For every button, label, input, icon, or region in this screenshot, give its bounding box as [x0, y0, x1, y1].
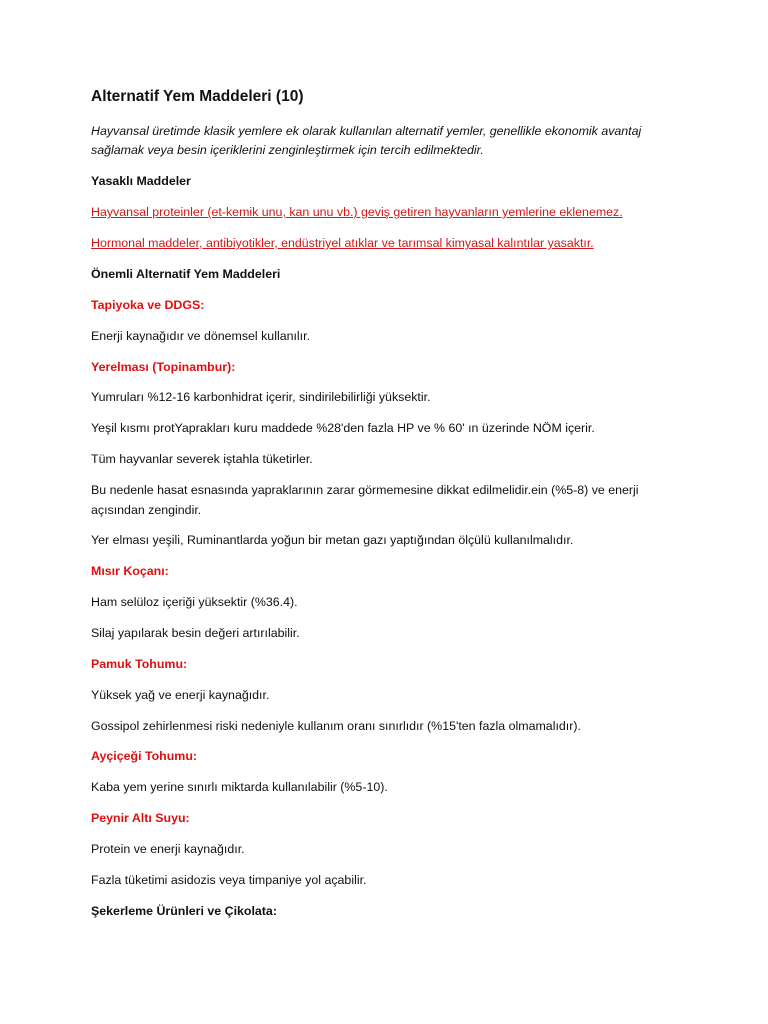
document-title: Alternatif Yem Maddeleri (10) [91, 88, 304, 105]
yerelmasi-line-5: Yer elması yeşili, Ruminantlarda yoğun bir metan gazı yaptığından ölçülü kullanılmalıdır. [91, 533, 574, 547]
pamuk-tohumu-line-2: Gossipol zehirlenmesi riski nedeniyle kullanım oranı sınırlıdır (%15'ten fazla olmamalıdır). [91, 719, 581, 733]
section-title-peynir-alti-suyu: Peynir Altı Suyu: [91, 811, 190, 825]
section-title-aycicegi-tohumu: Ayçiçeği Tohumu: [91, 749, 198, 763]
pamuk-tohumu-line-1: Yüksek yağ ve enerji kaynağıdır. [91, 688, 270, 702]
yerelmasi-line-4: Bu nedenle hasat esnasında yapraklarının zarar görmemesine dikkat edilmelidir.ein (%5-8) ve enerji açısından zengindir. [91, 483, 639, 517]
intro-line-2: sağlamak veya besin içeriklerini zenginleştirmek için tercih edilmektedir. [91, 143, 484, 157]
banned-item-1: Hayvansal proteinler (et-kemik unu, kan unu vb.) geviş getiren hayvanların yemlerine eklenemez. [91, 205, 623, 219]
misir-kocani-line-2: Silaj yapılarak besin değeri artırılabilir. [91, 626, 300, 640]
peynir-alti-suyu-line-2: Fazla tüketimi asidozis veya timpaniye yol açabilir. [91, 873, 367, 887]
section-title-pamuk-tohumu: Pamuk Tohumu: [91, 657, 188, 671]
last-heading: Şekerleme Ürünleri ve Çikolata: [91, 904, 277, 918]
section-title-yerelmasi: Yerelması (Topinambur): [91, 360, 236, 374]
yerelmasi-line-3: Tüm hayvanlar severek iştahla tüketirler. [91, 452, 313, 466]
section-title-misir-kocani: Mısır Koçanı: [91, 564, 169, 578]
banned-item-2: Hormonal maddeler, antibiyotikler, endüstriyel atıklar ve tarımsal kimyasal kalıntılar yasaktır. [91, 236, 594, 250]
yerelmasi-line-2: Yeşil kısmı protYaprakları kuru maddede %28'den fazla HP ve % 60' ın üzerinde NÖM içerir. [91, 421, 595, 435]
yerelmasi-line-1: Yumruları %12-16 karbonhidrat içerir, sindirilebilirliği yüksektir. [91, 390, 431, 404]
banned-heading: Yasaklı Maddeler [91, 174, 191, 188]
intro-line-1: Hayvansal üretimde klasik yemlere ek olarak kullanılan alternatif yemler, genellikle ekonomik avantaj [91, 124, 642, 138]
important-heading: Önemli Alternatif Yem Maddeleri [91, 267, 281, 281]
misir-kocani-line-1: Ham selüloz içeriği yüksektir (%36.4). [91, 595, 298, 609]
section-title-tapiyoka: Tapiyoka ve DDGS: [91, 298, 205, 312]
tapiyoka-line-1: Enerji kaynağıdır ve dönemsel kullanılır. [91, 329, 311, 343]
peynir-alti-suyu-line-1: Protein ve enerji kaynağıdır. [91, 842, 245, 856]
aycicegi-tohumu-line-1: Kaba yem yerine sınırlı miktarda kullanılabilir (%5-10). [91, 780, 388, 794]
